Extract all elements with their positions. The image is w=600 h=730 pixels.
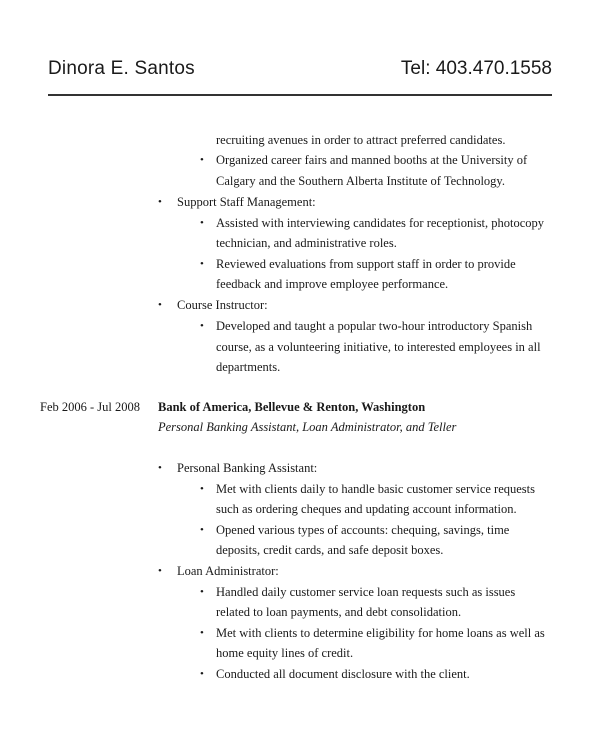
bullet-text-line: Calgary and the Southern Alberta Institute of Technology. <box>216 174 505 188</box>
employer-name: Bank of America, Bellevue & Renton, Washington <box>158 400 426 414</box>
bullet-text-line: Developed and taught a popular two-hour introductory Spanish <box>216 319 533 333</box>
role-group-label: Support Staff Management: <box>177 195 316 209</box>
job-title: Personal Banking Assistant, Loan Administrator, and Teller <box>158 420 457 434</box>
bullet-text-line: Assisted with interviewing candidates for receptionist, photocopy <box>216 216 545 230</box>
employment-dates: Feb 2006 - Jul 2008 <box>40 400 140 414</box>
bullet-text-line: home equity lines of credit. <box>216 646 354 660</box>
bullet-text-line: course, as a volunteering initiative, to interested employees in all <box>216 340 541 354</box>
bullet-text-line: Met with clients daily to handle basic customer service requests <box>216 482 536 496</box>
bullet-text-line: Conducted all document disclosure with the client. <box>216 667 470 681</box>
role-group-label: Course Instructor: <box>177 298 268 312</box>
bullet-icon: • <box>200 524 204 536</box>
bullet-text-line: Met with clients to determine eligibility for home loans as well as <box>216 626 545 640</box>
resume-header <box>48 58 552 96</box>
bullet-icon: • <box>158 196 162 208</box>
bullet-text-line: such as ordering cheques and updating account information. <box>216 502 517 516</box>
bullet-icon: • <box>200 483 204 495</box>
bullet-icon: • <box>200 217 204 229</box>
bullet-icon: • <box>200 154 204 166</box>
role-group-label: Loan Administrator: <box>177 564 279 578</box>
bullet-text-line: recruiting avenues in order to attract preferred candidates. <box>216 133 506 147</box>
bullet-icon: • <box>200 258 204 270</box>
bullet-icon: • <box>158 462 162 474</box>
bullet-text-line: Handled daily customer service loan requests such as issues <box>216 585 516 599</box>
bullet-text-line: departments. <box>216 360 281 374</box>
bullet-text-line: Reviewed evaluations from support staff in order to provide <box>216 257 516 271</box>
bullet-icon: • <box>200 627 204 639</box>
bullet-icon: • <box>200 668 204 680</box>
role-group-label: Personal Banking Assistant: <box>177 461 318 475</box>
bullet-icon: • <box>200 586 204 598</box>
bullet-icon: • <box>200 320 204 332</box>
bullet-text-line: Organized career fairs and manned booths at the University of <box>216 153 528 167</box>
bullet-text-line: related to loan payments, and debt consolidation. <box>216 605 462 619</box>
bullet-icon: • <box>158 299 162 311</box>
bullet-text-line: deposits, credit cards, and safe deposit boxes. <box>216 543 444 557</box>
bullet-text-line: feedback and improve employee performance. <box>216 277 449 291</box>
candidate-name: Dinora E. Santos <box>48 58 195 79</box>
bullet-text-line: Opened various types of accounts: chequing, savings, time <box>216 523 510 537</box>
phone-number: Tel: 403.470.1558 <box>400 58 552 79</box>
bullet-text-line: technician, and administrative roles. <box>216 236 397 250</box>
bullet-icon: • <box>158 565 162 577</box>
